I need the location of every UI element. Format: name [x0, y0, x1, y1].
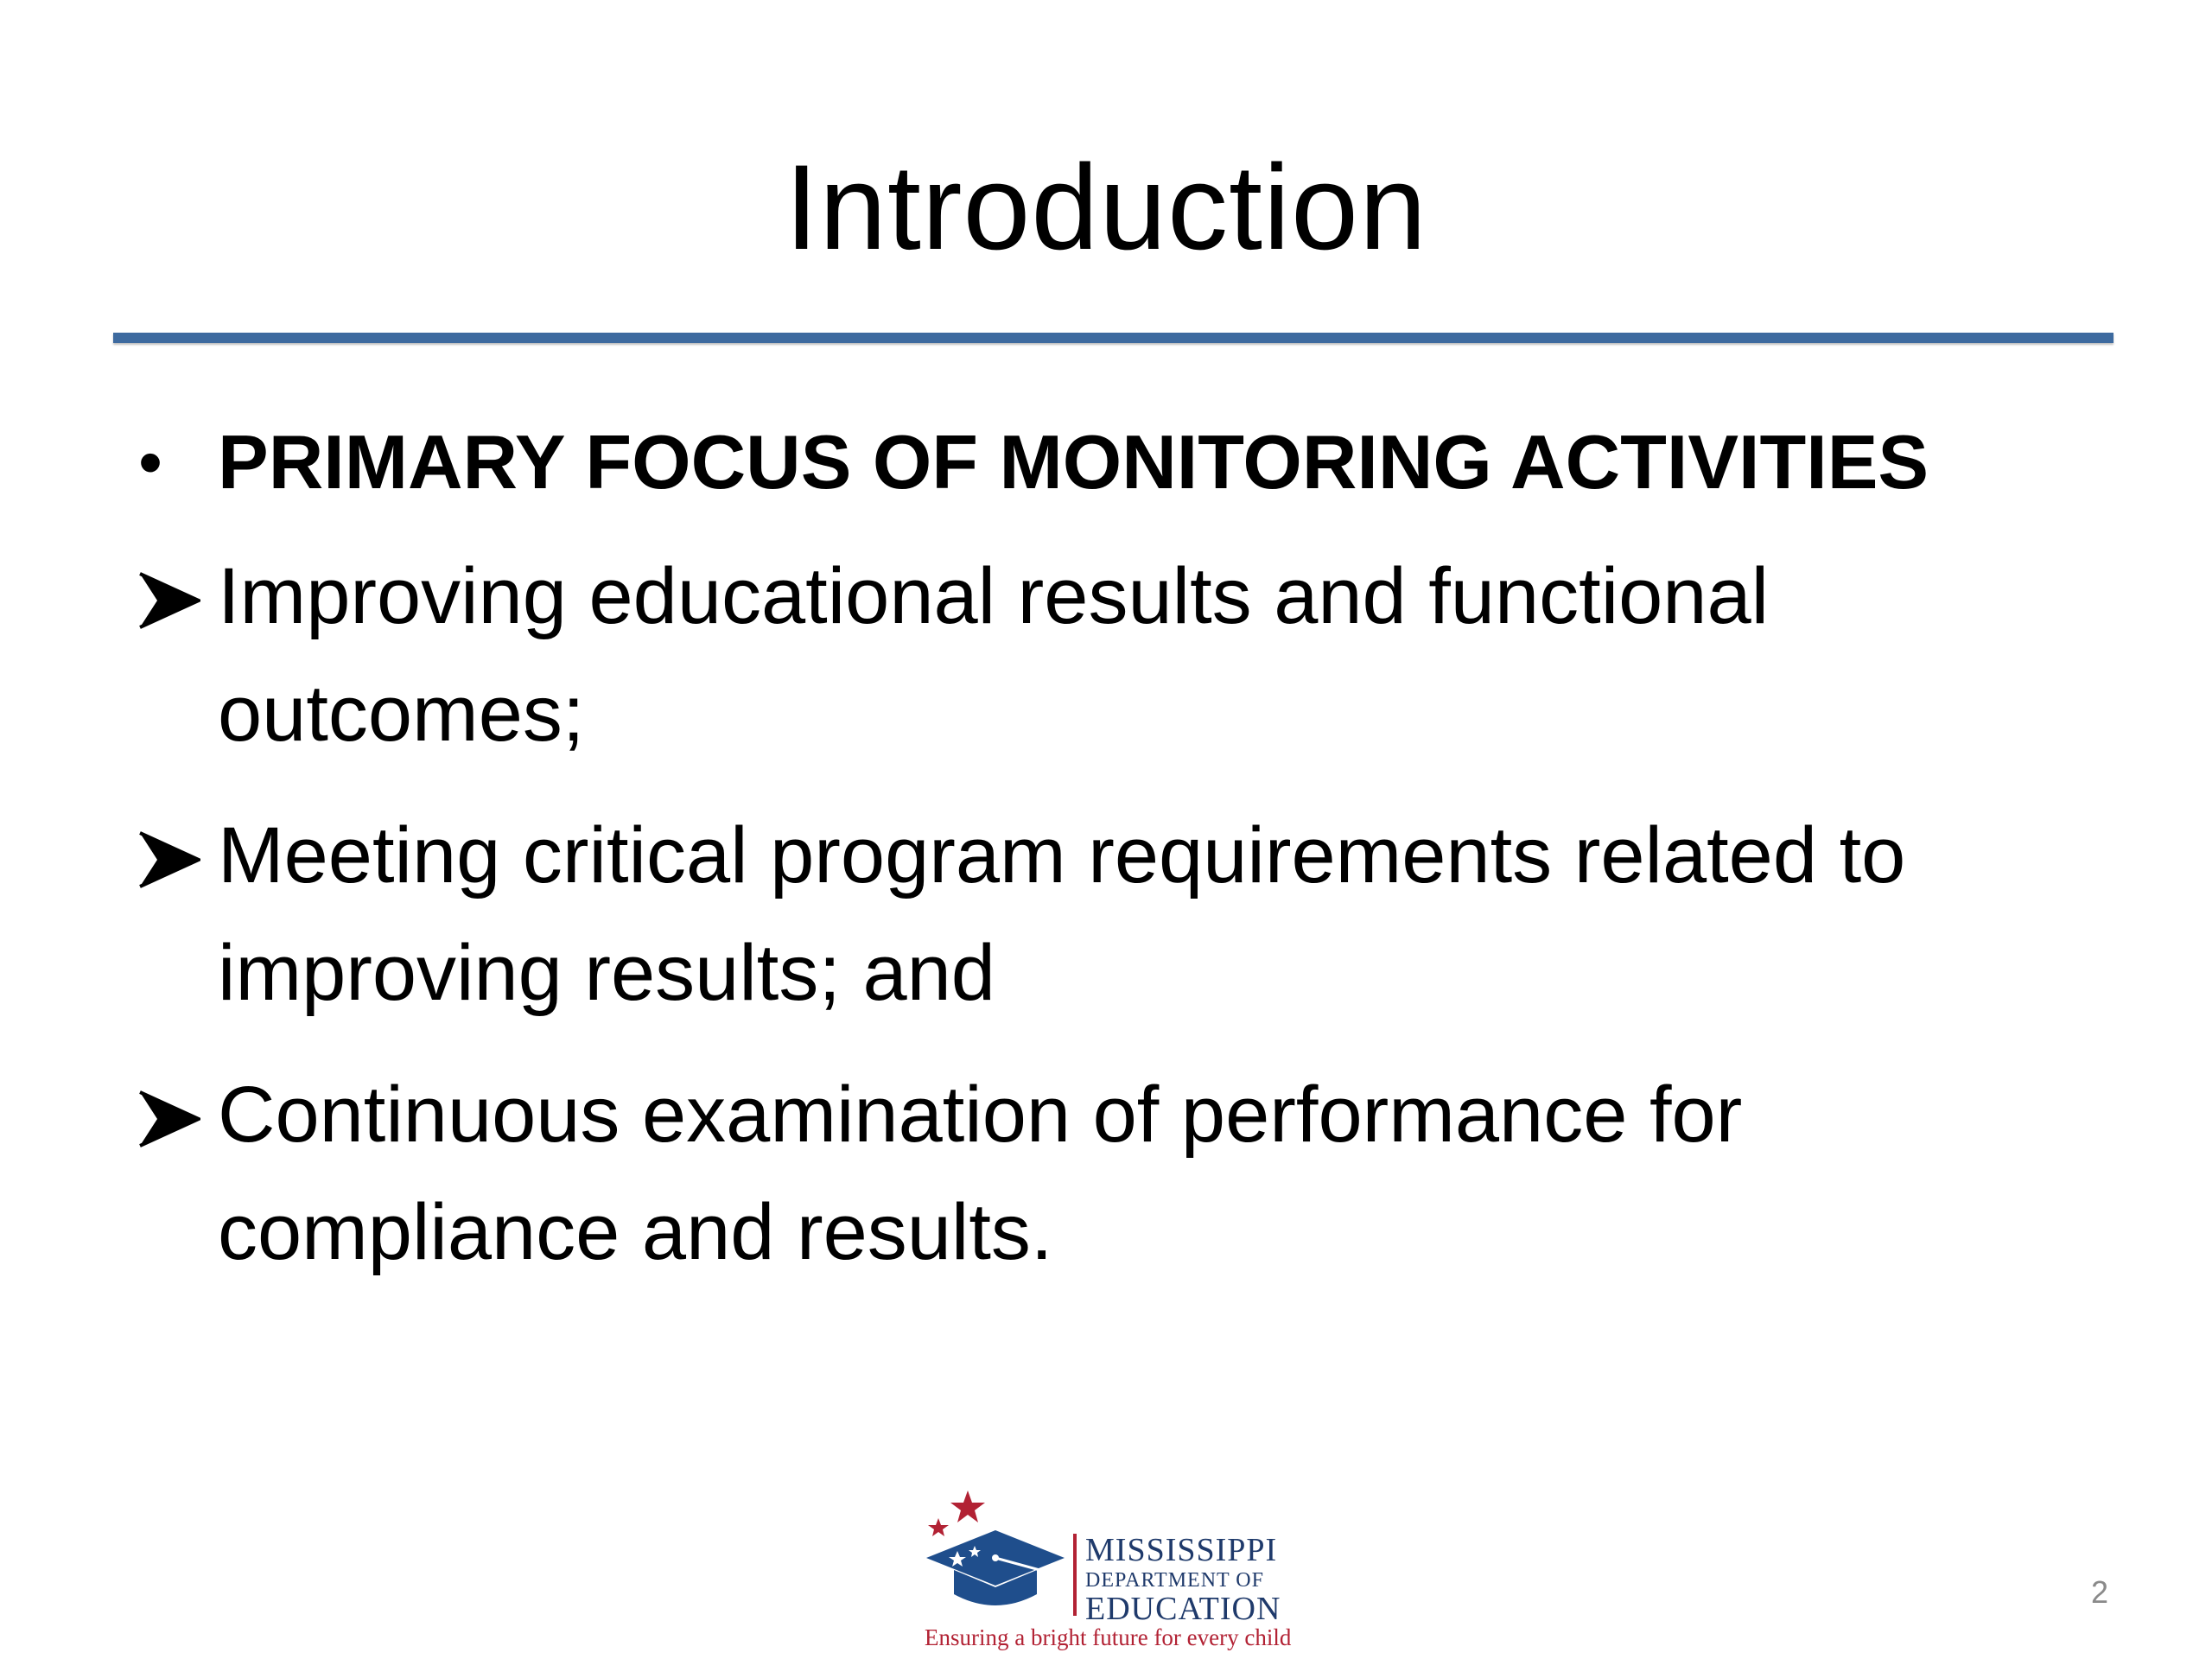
logo-line-1: MISSISSIPPI	[1085, 1532, 1278, 1568]
list-item-text: Continuous examination of performance for compliance and results.	[218, 1071, 1743, 1276]
list-item-text: Meeting critical program requirements related to improving results; and	[218, 811, 1906, 1017]
logo-line-3: EDUCATION	[1085, 1591, 1281, 1627]
list-item	[138, 1056, 2126, 1291]
logo-divider	[1073, 1534, 1077, 1616]
slide-body	[138, 406, 2126, 1315]
title-divider	[113, 333, 2113, 343]
list-item	[138, 797, 2126, 1032]
page-number: 2	[2090, 1574, 2108, 1610]
list-item	[138, 537, 2126, 772]
bullet-heading	[138, 406, 2126, 518]
list-item-text: Improving educational results and functional outcomes;	[218, 552, 1770, 758]
slide-title: Introduction	[785, 139, 1427, 275]
arrow-bullet-icon	[138, 1056, 218, 1147]
bullet-icon: •	[138, 423, 163, 500]
arrow-bullet-icon	[138, 537, 218, 629]
mde-logo	[918, 1491, 1324, 1655]
bullet-heading-text: PRIMARY FOCUS OF MONITORING ACTIVITIES	[218, 419, 1929, 505]
logo-wordmark	[1085, 1534, 1281, 1625]
logo-tagline: Ensuring a bright future for every child	[925, 1624, 1292, 1650]
graduation-cap-logo-icon	[923, 1491, 1070, 1620]
arrow-bullet-icon	[138, 797, 218, 888]
logo-line-2: DEPARTMENT OF	[1085, 1569, 1264, 1592]
